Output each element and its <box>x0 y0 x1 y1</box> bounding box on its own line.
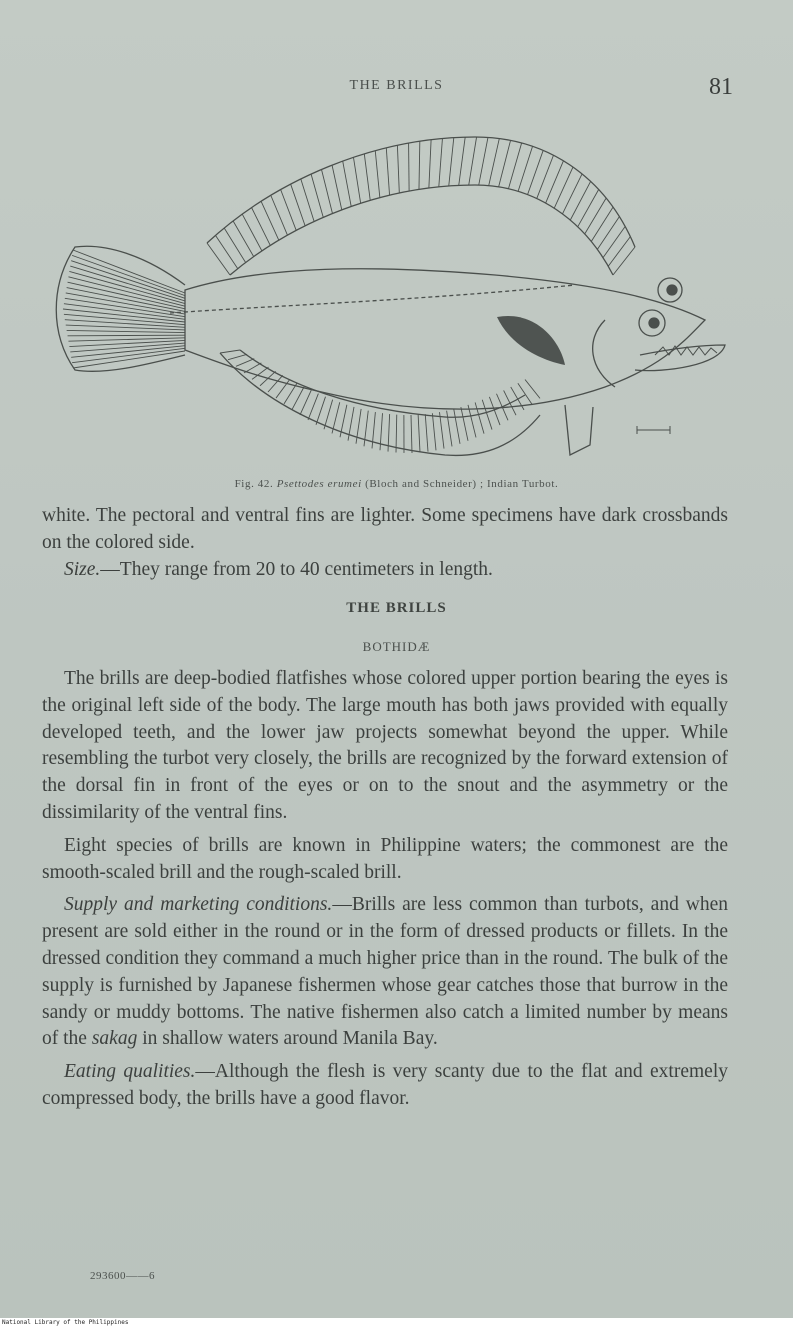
figure-authority: (Bloch and Schneider) ; Indian Turbot. <box>365 478 559 490</box>
paragraph-size <box>42 557 728 584</box>
page-number: 81 <box>709 74 733 100</box>
figure-caption <box>0 478 793 490</box>
paragraph-continued: white. The pectoral and ventral fins are lighter. Some specimens have dark crossbands on the colored side. <box>42 505 728 553</box>
printer-signature: 293600——6 <box>90 1270 155 1282</box>
eating-label: Eating qualities. <box>64 1061 196 1083</box>
section-body <box>42 666 728 1113</box>
sakag-term: sakag <box>91 1028 138 1050</box>
running-head: THE BRILLS <box>349 78 444 93</box>
paragraph-eating <box>42 1059 728 1113</box>
fish-illustration <box>45 125 745 475</box>
continued-text <box>42 503 728 583</box>
supply-label: Supply and marketing conditions. <box>64 894 333 916</box>
paragraph-species: Eight species of brills are known in Philippine waters; the commonest are the smooth-scaled brill and the rough-scaled brill. <box>42 834 728 883</box>
paragraph-description: The brills are deep-bodied flatfishes whose colored upper portion bearing the eyes is the original left side of the body. The large mouth has both jaws provided with equally developed teeth, and the lower jaw projects somewhat beyond the upper. While resembling the turbot very closely, the brills are recognized by the forward extension of the dorsal fin in front of the eyes or on to the snout and the asymmetry or the dissimilarity of the ventral fins. <box>42 668 728 823</box>
family-name: BOTHIDÆ <box>362 639 431 654</box>
supply-text-a: —Brills are less common than turbots, and when present are sold either in the round or in the form of dressed products or fillets. In the dressed condition they command a much higher price than in the round. The bulk of the supply is furnished by Japanese fishermen whose gear catches those that burrow in the sandy or muddy bottoms. The native fishermen also catch a limited number by means of the <box>42 894 728 1050</box>
supply-text-b: in shallow waters around Manila Bay. <box>137 1028 438 1050</box>
paragraph-supply <box>42 892 728 1053</box>
figure-label: Fig. 42. <box>234 478 274 490</box>
scientific-name: Psettodes erumei <box>276 478 362 490</box>
eating-text: —Although the flesh is very scanty due to the flat and extremely compressed body, the brills have a good flavor. <box>42 1061 728 1109</box>
indian-turbot-drawing <box>45 125 745 475</box>
section-title: THE BRILLS <box>346 600 447 616</box>
library-footer: National Library of the Philippines <box>0 1318 793 1328</box>
size-text: —They range from 20 to 40 centimeters in length. <box>100 558 493 580</box>
size-label: Size. <box>64 558 101 580</box>
